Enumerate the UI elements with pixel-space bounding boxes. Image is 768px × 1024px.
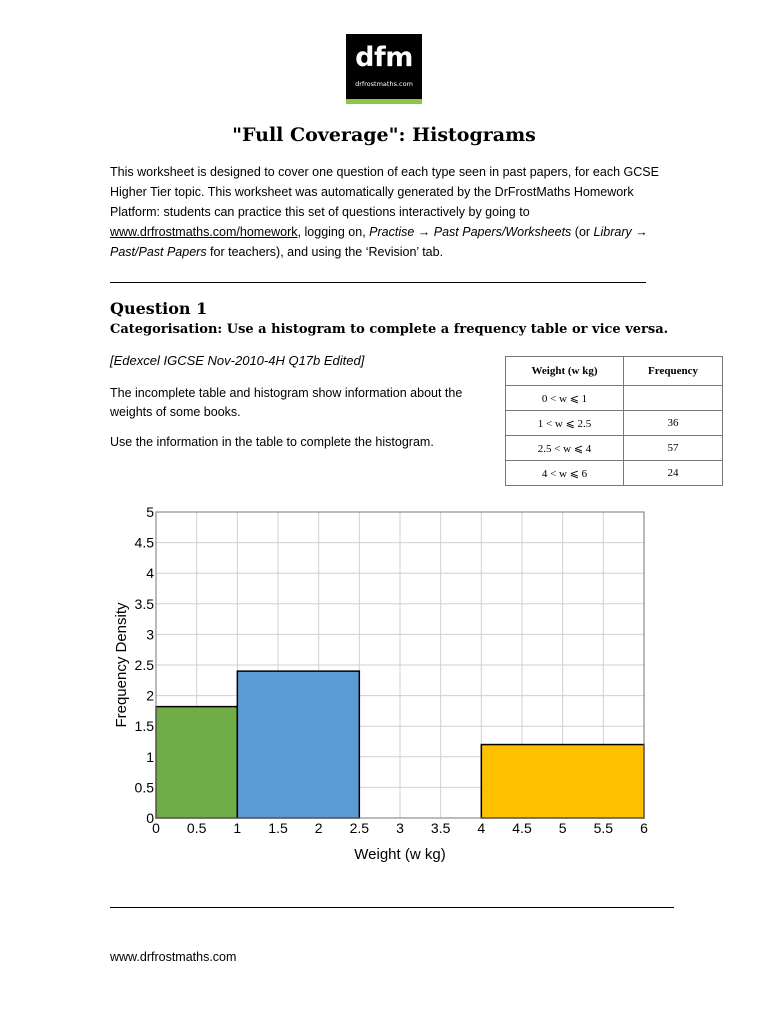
intro-text-3: (or	[571, 225, 594, 239]
x-tick-label: 3	[396, 820, 404, 836]
weight-cell: 0 < w ⩽ 1	[506, 386, 624, 411]
question-heading: Question 1	[110, 299, 208, 318]
x-tick-label: 6	[640, 820, 648, 836]
x-tick-labels	[152, 820, 648, 836]
weight-cell: 1 < w ⩽ 2.5	[506, 411, 624, 436]
logo-subtext: drfrostmaths.com	[355, 80, 413, 88]
page-title: "Full Coverage": Histograms	[232, 124, 536, 146]
x-tick-label: 4	[477, 820, 486, 836]
y-tick-labels	[135, 504, 155, 826]
x-tick-label: 2.5	[349, 820, 370, 836]
table-header-row	[506, 357, 723, 386]
y-tick-label: 1.5	[134, 718, 154, 735]
y-tick-label: 2.5	[134, 657, 154, 673]
table-row	[506, 386, 723, 411]
header-weight: Weight (w kg)	[506, 357, 624, 386]
frequency-cell	[624, 386, 723, 411]
x-tick-label: 4.5	[512, 820, 532, 836]
practise-path: Practise → Past Papers/Worksheets	[369, 225, 572, 239]
x-tick-label: 2	[314, 820, 323, 836]
frequency-cell: 57	[624, 436, 723, 461]
weight-cell: 2.5 < w ⩽ 4	[506, 436, 624, 461]
intro-text-2: , logging on,	[297, 225, 370, 239]
logo-text: dfm	[355, 42, 413, 73]
y-tick-label: 2	[146, 687, 154, 704]
question-paragraph-1: The incomplete table and histogram show information about the weights of some books.	[110, 386, 463, 419]
y-tick-label: 4.5	[134, 534, 154, 551]
frequency-cell: 36	[624, 411, 723, 436]
intro-paragraph	[110, 162, 670, 262]
x-tick-label: 5.5	[593, 820, 614, 836]
table-row	[506, 461, 723, 486]
divider-bottom	[110, 907, 674, 908]
histogram-chart	[0, 495, 768, 870]
histogram-bar	[156, 707, 237, 818]
y-tick-label: 3.5	[134, 595, 154, 612]
question-paragraph-2: Use the information in the table to complete the histogram.	[110, 435, 434, 449]
frequency-table	[505, 356, 723, 486]
intro-text-1: This worksheet is designed to cover one question of each type seen in past papers, for each GCSE Higher Tier topic. This worksheet was automatically generated by the DrFrostMaths Homework Platform: students can practice this set of questions interactively by going to	[110, 165, 659, 219]
weight-cell: 4 < w ⩽ 6	[506, 461, 624, 486]
y-tick-label: 5	[146, 504, 154, 520]
homework-link[interactable]: www.drfrostmaths.com/homework	[110, 225, 298, 239]
x-tick-label: 5	[558, 820, 567, 836]
y-tick-label: 1	[146, 748, 154, 765]
question-subheading: Categorisation: Use a histogram to complete a frequency table or vice versa.	[110, 322, 669, 337]
y-tick-label: 4	[146, 565, 154, 582]
x-tick-label: 3.5	[430, 820, 451, 836]
x-tick-label: 1	[233, 820, 242, 836]
x-tick-label: 0	[152, 820, 160, 836]
x-axis-label: Weight (w kg)	[354, 846, 446, 863]
table-row	[506, 436, 723, 461]
intro-text-4: for teachers), and using the ‘Revision’ tab.	[206, 245, 444, 259]
x-tick-label: 1.5	[268, 820, 288, 836]
y-tick-label: 3	[146, 626, 154, 643]
histogram-bar	[481, 745, 644, 818]
dfm-logo	[346, 34, 422, 104]
histogram-bar	[237, 671, 359, 818]
x-tick-label: 0.5	[186, 820, 207, 836]
y-tick-label: 0	[146, 810, 154, 826]
footer-url: www.drfrostmaths.com	[110, 950, 237, 964]
logo-accent-bar	[346, 99, 422, 104]
library-path: Library → Past/Past Papers	[110, 225, 648, 259]
divider-top	[110, 282, 646, 283]
table-row	[506, 411, 723, 436]
frequency-cell: 24	[624, 461, 723, 486]
y-axis-label: Frequency Density	[113, 602, 130, 728]
header-frequency: Frequency	[624, 357, 723, 386]
y-tick-label: 0.5	[134, 779, 154, 796]
question-source: [Edexcel IGCSE Nov-2010-4H Q17b Edited]	[110, 353, 365, 368]
